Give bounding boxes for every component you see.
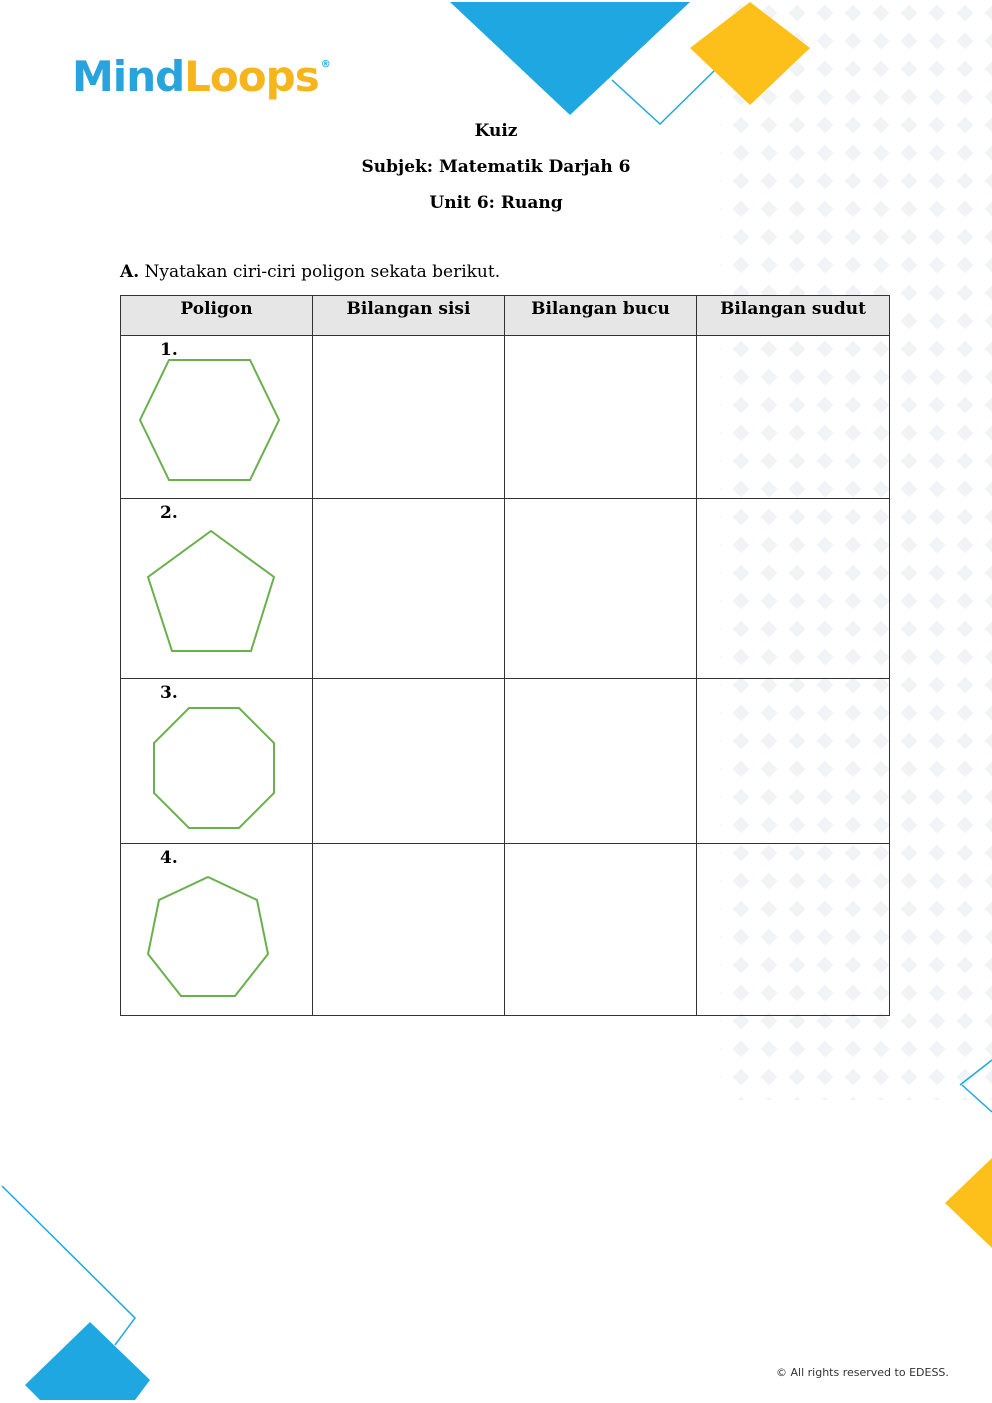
mindloops-logo — [72, 52, 330, 101]
table-header-row — [121, 296, 890, 336]
angles-answer-cell[interactable] — [697, 679, 890, 844]
header-poligon: Poligon — [121, 296, 313, 336]
unit-line: Unit 6: Ruang — [429, 193, 563, 213]
table-row — [121, 679, 890, 844]
polygon-cell — [121, 844, 313, 1016]
angles-answer-cell[interactable] — [697, 336, 890, 499]
row-number: 1. — [160, 340, 178, 360]
sides-answer-cell[interactable] — [313, 844, 505, 1016]
row-number: 2. — [160, 503, 178, 523]
row-number: 3. — [160, 683, 178, 703]
angles-answer-cell[interactable] — [697, 844, 890, 1016]
sides-answer-cell[interactable] — [313, 499, 505, 679]
hexagon-icon — [121, 336, 311, 498]
instruction-text: Nyatakan ciri-ciri poligon sekata berikut. — [144, 262, 501, 282]
subject-line: Subjek: Matematik Darjah 6 — [361, 157, 631, 177]
pentagon-icon — [121, 499, 311, 678]
section-letter: A. — [120, 262, 140, 282]
angles-answer-cell[interactable] — [697, 499, 890, 679]
vertices-answer-cell[interactable] — [505, 844, 697, 1016]
polygon-cell — [121, 499, 313, 679]
quiz-title: Kuiz — [474, 121, 518, 141]
header-bilangan-bucu: Bilangan bucu — [505, 296, 697, 336]
row-number: 4. — [160, 848, 178, 868]
sides-answer-cell[interactable] — [313, 679, 505, 844]
vertices-answer-cell[interactable] — [505, 499, 697, 679]
table-row — [121, 336, 890, 499]
polygon-cell — [121, 679, 313, 844]
octagon-icon — [121, 679, 311, 843]
polygon-table — [120, 295, 890, 1016]
copyright-footer: © All rights reserved to EDESS. — [776, 1366, 949, 1379]
logo-text-mind: Mind — [72, 52, 185, 101]
table-row — [121, 844, 890, 1016]
polygon-cell — [121, 336, 313, 499]
vertices-answer-cell[interactable] — [505, 336, 697, 499]
header-bilangan-sudut: Bilangan sudut — [697, 296, 890, 336]
sides-answer-cell[interactable] — [313, 336, 505, 499]
logo-text-loops: Loops — [184, 52, 319, 101]
heptagon-icon — [121, 844, 311, 1015]
vertices-answer-cell[interactable] — [505, 679, 697, 844]
section-instruction — [120, 262, 500, 282]
registered-mark: ® — [320, 59, 330, 70]
table-row — [121, 499, 890, 679]
header-bilangan-sisi: Bilangan sisi — [313, 296, 505, 336]
